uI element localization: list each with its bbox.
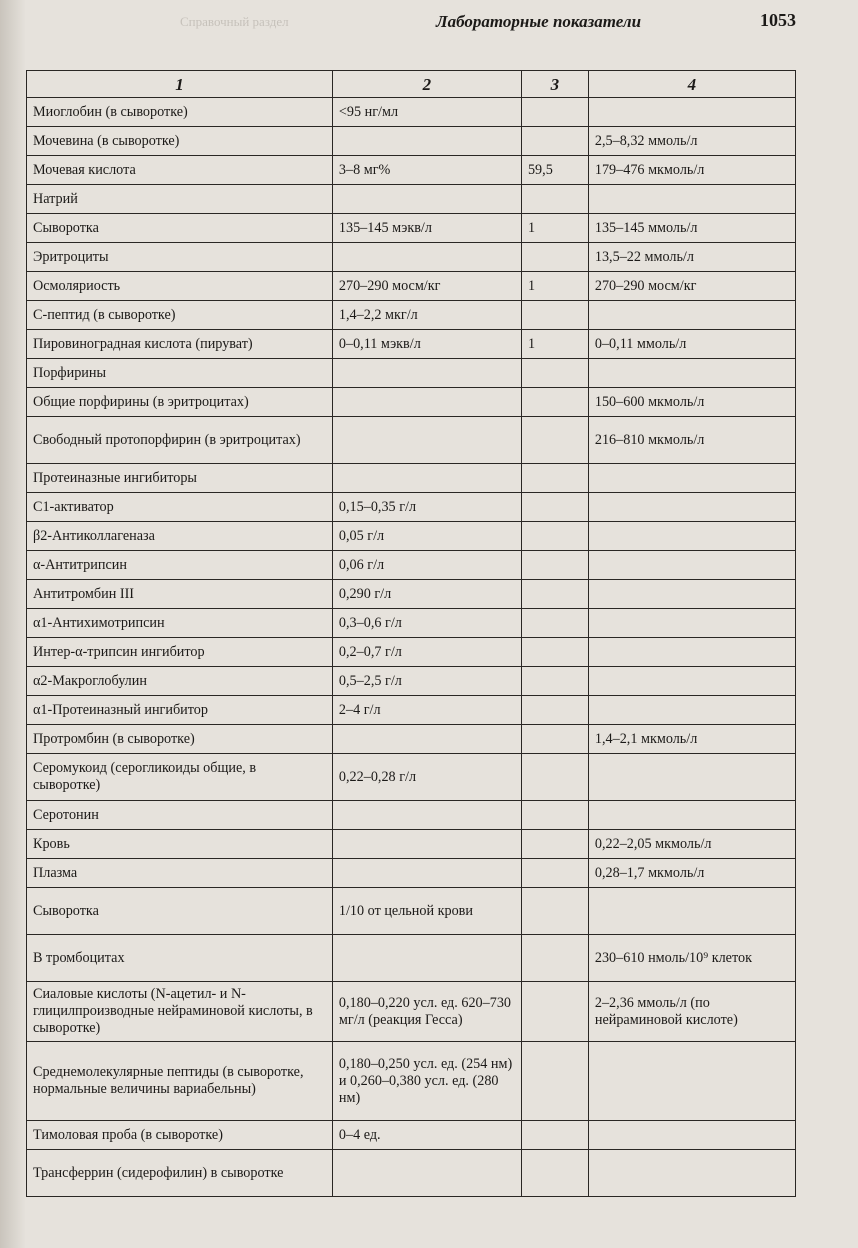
conventional-units-cell: [332, 830, 521, 859]
conventional-units-cell: [332, 725, 521, 754]
si-units-cell: 150–600 мкмоль/л: [588, 388, 795, 417]
si-units-cell: 0,22–2,05 мкмоль/л: [588, 830, 795, 859]
table-row: [27, 888, 796, 935]
table-row: [27, 1121, 796, 1150]
parameter-cell: Свободный протопорфирин (в эритроцитах): [27, 417, 333, 464]
conversion-factor-cell: [521, 301, 588, 330]
conversion-factor-cell: [521, 830, 588, 859]
si-units-cell: [588, 98, 795, 127]
table-row: [27, 214, 796, 243]
si-units-cell: [588, 801, 795, 830]
table-row: [27, 243, 796, 272]
table-row: [27, 609, 796, 638]
bleed-through-text: Справочный раздел: [180, 14, 289, 29]
table-row: [27, 801, 796, 830]
si-units-cell: 0,28–1,7 мкмоль/л: [588, 859, 795, 888]
si-units-cell: [588, 1150, 795, 1197]
si-units-cell: 230–610 нмоль/10⁹ клеток: [588, 935, 795, 982]
table-row: [27, 330, 796, 359]
table-row: [27, 754, 796, 801]
conventional-units-cell: 0,180–0,220 усл. ед. 620–730 мг/л (реакция Гесса): [332, 982, 521, 1042]
conventional-units-cell: 1/10 от цельной крови: [332, 888, 521, 935]
conversion-factor-cell: [521, 551, 588, 580]
parameter-cell: Осмоляриость: [27, 272, 333, 301]
parameter-cell: Трансферрин (сидерофилин) в сыворотке: [27, 1150, 333, 1197]
table-row: [27, 580, 796, 609]
parameter-cell: Пировиноградная кислота (пируват): [27, 330, 333, 359]
conversion-factor-cell: [521, 638, 588, 667]
parameter-cell: Сиаловые кислоты (N-ацетил- и N-глицилпроизводные нейраминовой кислоты, в сыворотке): [27, 982, 333, 1042]
table-row: [27, 551, 796, 580]
parameter-cell: Протромбин (в сыворотке): [27, 725, 333, 754]
si-units-cell: [588, 580, 795, 609]
conversion-factor-cell: [521, 609, 588, 638]
si-units-cell: [588, 551, 795, 580]
conversion-factor-cell: [521, 667, 588, 696]
si-units-cell: [588, 1042, 795, 1121]
conventional-units-cell: [332, 801, 521, 830]
si-units-cell: [588, 667, 795, 696]
conversion-factor-cell: [521, 859, 588, 888]
conventional-units-cell: 0,180–0,250 усл. ед. (254 нм) и 0,260–0,380 усл. ед. (280 нм): [332, 1042, 521, 1121]
parameter-cell: α2-Макроглобулин: [27, 667, 333, 696]
parameter-cell: Сыворотка: [27, 214, 333, 243]
conventional-units-cell: [332, 417, 521, 464]
parameter-cell: Плазма: [27, 859, 333, 888]
lab-values-table: [26, 70, 796, 1197]
conventional-units-cell: 0,3–0,6 г/л: [332, 609, 521, 638]
si-units-cell: [588, 359, 795, 388]
si-units-cell: [588, 638, 795, 667]
conversion-factor-cell: 1: [521, 330, 588, 359]
conversion-factor-cell: 1: [521, 214, 588, 243]
column-header: 3: [521, 71, 588, 98]
conversion-factor-cell: [521, 388, 588, 417]
parameter-cell: Мочевина (в сыворотке): [27, 127, 333, 156]
conventional-units-cell: [332, 359, 521, 388]
conversion-factor-cell: [521, 185, 588, 214]
conventional-units-cell: 0,05 г/л: [332, 522, 521, 551]
si-units-cell: 179–476 мкмоль/л: [588, 156, 795, 185]
table-row: [27, 667, 796, 696]
table-body: [27, 98, 796, 1197]
conversion-factor-cell: 59,5: [521, 156, 588, 185]
parameter-cell: Серомукоид (серогликоиды общие, в сыворотке): [27, 754, 333, 801]
parameter-cell: Натрий: [27, 185, 333, 214]
parameter-cell: Кровь: [27, 830, 333, 859]
conversion-factor-cell: [521, 580, 588, 609]
conversion-factor-cell: [521, 1150, 588, 1197]
conventional-units-cell: 0–0,11 мэкв/л: [332, 330, 521, 359]
si-units-cell: [588, 493, 795, 522]
parameter-cell: Тимоловая проба (в сыворотке): [27, 1121, 333, 1150]
conversion-factor-cell: [521, 127, 588, 156]
conventional-units-cell: 0,06 г/л: [332, 551, 521, 580]
parameter-cell: Сыворотка: [27, 888, 333, 935]
column-header: 4: [588, 71, 795, 98]
conversion-factor-cell: [521, 98, 588, 127]
si-units-cell: 1,4–2,1 мкмоль/л: [588, 725, 795, 754]
page-number: 1053: [760, 10, 796, 30]
conversion-factor-cell: [521, 464, 588, 493]
table-header-row: [27, 71, 796, 98]
table-row: [27, 98, 796, 127]
page-gutter-shadow: [0, 0, 26, 1248]
table-row: [27, 156, 796, 185]
conventional-units-cell: 135–145 мэкв/л: [332, 214, 521, 243]
conventional-units-cell: [332, 127, 521, 156]
table-row: [27, 935, 796, 982]
conventional-units-cell: [332, 859, 521, 888]
column-header: 1: [27, 71, 333, 98]
table-row: [27, 388, 796, 417]
conversion-factor-cell: [521, 243, 588, 272]
conventional-units-cell: 1,4–2,2 мкг/л: [332, 301, 521, 330]
conversion-factor-cell: [521, 935, 588, 982]
conversion-factor-cell: [521, 888, 588, 935]
conventional-units-cell: 270–290 мосм/кг: [332, 272, 521, 301]
parameter-cell: Серотонин: [27, 801, 333, 830]
parameter-cell: Порфирины: [27, 359, 333, 388]
si-units-cell: [588, 754, 795, 801]
parameter-cell: Интер-α-трипсин ингибитор: [27, 638, 333, 667]
conventional-units-cell: 0,15–0,35 г/л: [332, 493, 521, 522]
parameter-cell: Эритроциты: [27, 243, 333, 272]
conventional-units-cell: [332, 185, 521, 214]
conversion-factor-cell: [521, 1042, 588, 1121]
conversion-factor-cell: [521, 1121, 588, 1150]
si-units-cell: [588, 696, 795, 725]
table-row: [27, 464, 796, 493]
conversion-factor-cell: [521, 359, 588, 388]
parameter-cell: Миоглобин (в сыворотке): [27, 98, 333, 127]
conventional-units-cell: 0,290 г/л: [332, 580, 521, 609]
conversion-factor-cell: 1: [521, 272, 588, 301]
conventional-units-cell: [332, 935, 521, 982]
table-row: [27, 301, 796, 330]
si-units-cell: 2–2,36 ммоль/л (по нейраминовой кислоте): [588, 982, 795, 1042]
si-units-cell: [588, 888, 795, 935]
si-units-cell: [588, 464, 795, 493]
conventional-units-cell: [332, 464, 521, 493]
table-row: [27, 725, 796, 754]
conversion-factor-cell: [521, 696, 588, 725]
conventional-units-cell: 3–8 мг%: [332, 156, 521, 185]
conversion-factor-cell: [521, 725, 588, 754]
parameter-cell: Протеиназные ингибиторы: [27, 464, 333, 493]
table-row: [27, 522, 796, 551]
parameter-cell: Мочевая кислота: [27, 156, 333, 185]
si-units-cell: 2,5–8,32 ммоль/л: [588, 127, 795, 156]
table-row: [27, 1150, 796, 1197]
si-units-cell: [588, 609, 795, 638]
conversion-factor-cell: [521, 493, 588, 522]
parameter-cell: β2-Антиколлагеназа: [27, 522, 333, 551]
parameter-cell: Антитромбин III: [27, 580, 333, 609]
running-head: Лабораторные показатели: [436, 12, 642, 31]
table-row: [27, 185, 796, 214]
table-row: [27, 417, 796, 464]
conversion-factor-cell: [521, 522, 588, 551]
table-row: [27, 830, 796, 859]
page-header: [26, 10, 796, 36]
si-units-cell: 13,5–22 ммоль/л: [588, 243, 795, 272]
conventional-units-cell: 2–4 г/л: [332, 696, 521, 725]
si-units-cell: [588, 185, 795, 214]
conversion-factor-cell: [521, 417, 588, 464]
conventional-units-cell: [332, 243, 521, 272]
table-row: [27, 1042, 796, 1121]
conversion-factor-cell: [521, 982, 588, 1042]
table-row: [27, 127, 796, 156]
parameter-cell: С1-активатор: [27, 493, 333, 522]
si-units-cell: 270–290 мосм/кг: [588, 272, 795, 301]
parameter-cell: α-Антитрипсин: [27, 551, 333, 580]
parameter-cell: Общие порфирины (в эритроцитах): [27, 388, 333, 417]
parameter-cell: С-пептид (в сыворотке): [27, 301, 333, 330]
conversion-factor-cell: [521, 801, 588, 830]
parameter-cell: Среднемолекулярные пептиды (в сыворотке, нормальные величины вариабельны): [27, 1042, 333, 1121]
table-row: [27, 638, 796, 667]
table-row: [27, 982, 796, 1042]
table-row: [27, 493, 796, 522]
si-units-cell: [588, 1121, 795, 1150]
conventional-units-cell: 0,5–2,5 г/л: [332, 667, 521, 696]
parameter-cell: α1-Протеиназный ингибитор: [27, 696, 333, 725]
table-row: [27, 359, 796, 388]
table-row: [27, 859, 796, 888]
column-header: 2: [332, 71, 521, 98]
conventional-units-cell: 0,22–0,28 г/л: [332, 754, 521, 801]
conventional-units-cell: [332, 388, 521, 417]
si-units-cell: 135–145 ммоль/л: [588, 214, 795, 243]
parameter-cell: В тромбоцитах: [27, 935, 333, 982]
parameter-cell: α1-Антихимотрипсин: [27, 609, 333, 638]
conventional-units-cell: 0–4 ед.: [332, 1121, 521, 1150]
conversion-factor-cell: [521, 754, 588, 801]
conventional-units-cell: <95 нг/мл: [332, 98, 521, 127]
si-units-cell: [588, 301, 795, 330]
table-row: [27, 272, 796, 301]
si-units-cell: [588, 522, 795, 551]
conventional-units-cell: 0,2–0,7 г/л: [332, 638, 521, 667]
table-row: [27, 696, 796, 725]
conventional-units-cell: [332, 1150, 521, 1197]
si-units-cell: 0–0,11 ммоль/л: [588, 330, 795, 359]
si-units-cell: 216–810 мкмоль/л: [588, 417, 795, 464]
